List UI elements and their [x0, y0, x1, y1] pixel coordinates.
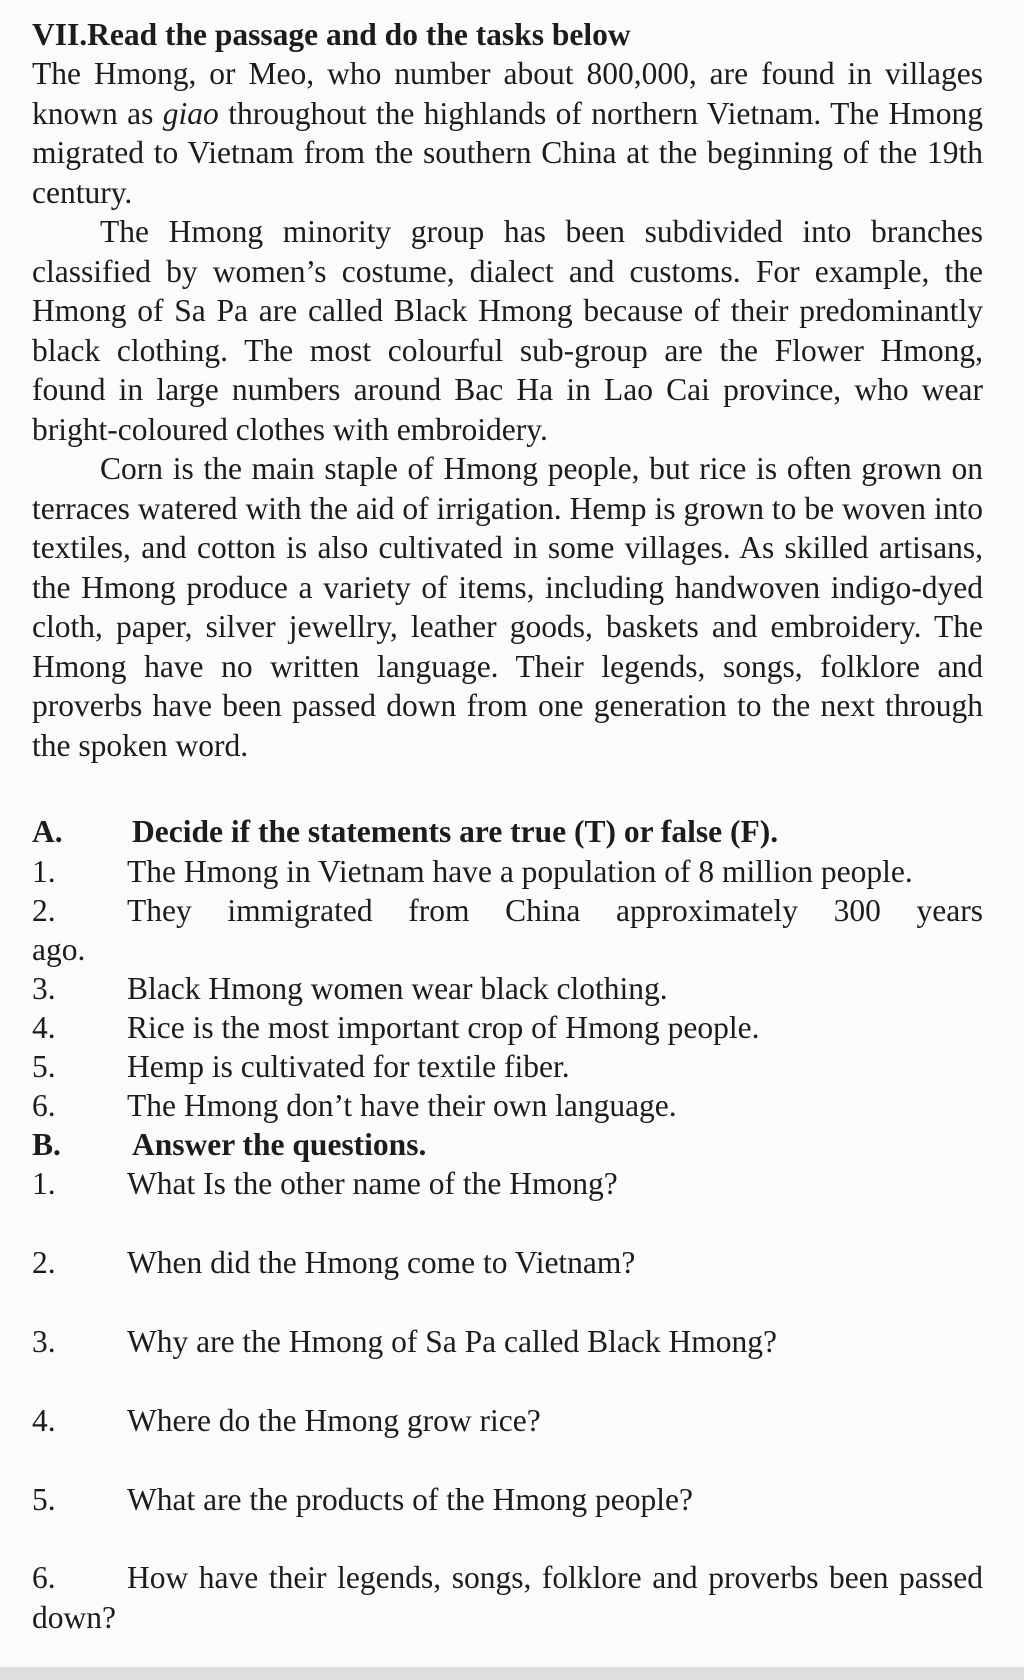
- question-text: What are the products of the Hmong people?: [127, 1482, 693, 1517]
- passage-paragraph-3: Corn is the main staple of Hmong people, but rice is often grown on terraces watered with the aid of irrigation. Hemp is grown to be woven into textiles, and cotton is also cultivated in some villages. As skilled artisans, the Hmong produce a variety of items, including handwoven indigo-dyed cloth, paper, silver jewellry, leather goods, baskets and embroidery. The Hmong have no written language. Their legends, songs, folklore and proverbs have been passed down from one generation to the next through the spoken word.: [32, 451, 983, 763]
- reading-passage: [32, 54, 983, 765]
- statement-item: [32, 891, 983, 931]
- passage-paragraph-1: [32, 54, 983, 212]
- statement-number: 2.: [32, 893, 56, 928]
- statement-number: 6.: [32, 1088, 56, 1123]
- section-a-letter: A.: [32, 814, 63, 849]
- question-number: 6.: [32, 1560, 56, 1595]
- statement-text: They immigrated from China approximately 300 years: [127, 893, 983, 928]
- statement-text: Rice is the most important crop of Hmong people.: [127, 1010, 760, 1045]
- question-text: Why are the Hmong of Sa Pa called Black Hmong?: [127, 1324, 777, 1359]
- question-item: [32, 1558, 983, 1637]
- question-number: 5.: [32, 1482, 56, 1517]
- statement-text: The Hmong don’t have their own language.: [127, 1088, 677, 1123]
- paragraph-1-text-start: The Hmong, or Meo, who number about 800,000, are found in villages known as: [32, 56, 983, 131]
- statement-number: 1.: [32, 854, 56, 889]
- paragraph-1-italic-term: giao: [162, 95, 219, 131]
- question-text: How have their legends, songs, folklore and proverbs been passed down?: [32, 1560, 983, 1635]
- statement-text: Black Hmong women wear black clothing.: [127, 971, 668, 1006]
- question-number: 2.: [32, 1245, 56, 1280]
- page-bottom-edge: [0, 1667, 1024, 1680]
- section-b-letter: B.: [32, 1127, 61, 1162]
- statement-text: The Hmong in Vietnam have a population of 8 million people.: [127, 854, 913, 889]
- statement-number: 4.: [32, 1010, 56, 1045]
- statement-text-continued: ago.: [32, 932, 86, 967]
- passage-paragraph-2: The Hmong minority group has been subdivided into branches classified by women’s costume, dialect and customs. For example, the Hmong of Sa Pa are called Black Hmong because of their predominantly black clothing. The most colourful sub-group are the Flower Hmong, found in large numbers around Bac Ha in Lao Cai province, who wear bright-coloured clothes with embroidery.: [32, 214, 983, 447]
- question-number: 3.: [32, 1324, 56, 1359]
- paragraph-1-text-end: throughout the highlands of northern Vietnam. The Hmong migrated to Vietnam from the southern China at the beginning of the 19th century.: [32, 95, 983, 210]
- question-number: 1.: [32, 1166, 56, 1201]
- question-text: When did the Hmong come to Vietnam?: [127, 1245, 636, 1280]
- question-text: What Is the other name of the Hmong?: [127, 1166, 618, 1201]
- section-b-heading: Answer the questions.: [132, 1127, 427, 1162]
- section-a-heading: Decide if the statements are true (T) or false (F).: [132, 814, 779, 849]
- statement-number: 5.: [32, 1049, 56, 1084]
- exercise-title: VII.Read the passage and do the tasks below: [32, 17, 631, 52]
- statement-number: 3.: [32, 971, 56, 1006]
- question-number: 4.: [32, 1403, 56, 1438]
- question-text: Where do the Hmong grow rice?: [127, 1403, 541, 1438]
- statement-text: Hemp is cultivated for textile fiber.: [127, 1049, 570, 1084]
